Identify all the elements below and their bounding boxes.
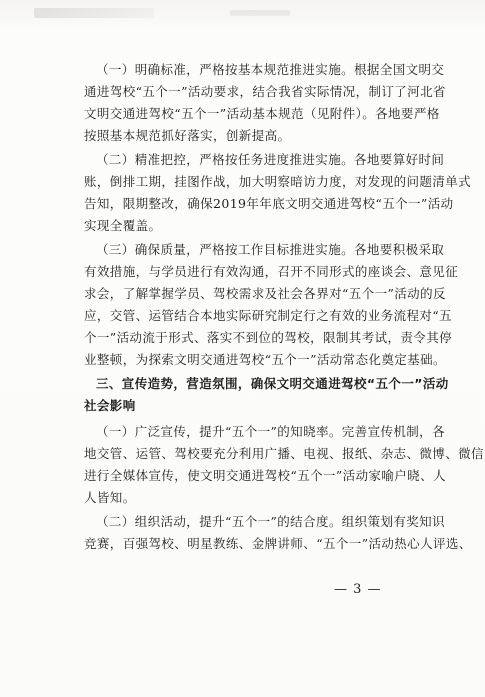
paragraph-3-line-2: 有效措施，与学员进行有效沟通，召开不同形式的座谈会、意见征	[84, 264, 459, 279]
paragraph-1-line-3: 文明交通进驾校“五个一”活动基本规范（见附件）。各地要严格	[84, 106, 440, 121]
paragraph-4-line-3: 进行全媒体宣传，使文明交通进驾校“五个一”活动家喻户晓、人	[84, 468, 446, 483]
paragraph-2-line-3: 告知，限期整改，确保2019年年底文明交通进驾校“五个一”活动	[84, 196, 454, 211]
paragraph-3-line-4: 应，交管、运管结合本地实际研究制定行之有效的业务流程对“五	[84, 308, 452, 323]
section-heading-3-line-2: 社会影响	[84, 398, 136, 413]
paragraph-3-line-5: 个一”活动流于形式、落实不到位的驾校，限制其考试，责令其停	[84, 330, 452, 345]
paragraph-4-line-2: 地交管、运管、驾校要充分利用广播、电视、报纸、杂志、微博、微信	[84, 446, 484, 461]
paragraph-3-line-1: （三）确保质量，严格按工作目标推进实施。各地要积极采取	[96, 242, 445, 257]
paragraph-5-line-1: （二）组织活动，提升“五个一”的结合度。组织策划有奖知识	[96, 514, 445, 529]
page-number: — 3 —	[334, 582, 382, 597]
scan-header-artifact-2	[230, 10, 290, 16]
paragraph-2-line-4: 实现全覆盖。	[84, 218, 162, 233]
paragraph-3-line-3: 求会，了解掌握学员、驾校需求及社会各界对“五个一”活动的反	[84, 286, 446, 301]
paragraph-4-line-4: 人皆知。	[84, 490, 136, 505]
paragraph-3-line-6: 业整顿，为探索文明交通进驾校“五个一”活动常态化奠定基础。	[84, 352, 446, 367]
paragraph-4-line-1: （一）广泛宣传，提升“五个一”的知晓率。完善宣传机制，各	[96, 424, 445, 439]
paragraph-1-line-1: （一）明确标准，严格按基本规范推进实施。根据全国文明交	[96, 62, 445, 77]
paragraph-1-line-2: 通进驾校“五个一”活动要求，结合我省实际情况，制订了河北省	[84, 84, 446, 99]
scan-header-artifact	[34, 8, 154, 18]
paragraph-5-line-2: 竞赛，百强驾校、明星教练、金牌讲师、“五个一”活动热心人评选、	[84, 536, 472, 551]
section-heading-3-line-1: 三、宣传造势，营造氛围，确保文明交通进驾校“五个一”活动	[96, 376, 449, 391]
paragraph-2-line-2: 账，倒排工期，挂图作战，加大明察暗访力度，对发现的问题清单式	[84, 174, 472, 189]
paragraph-1-line-4: 按照基本规范抓好落实，创新提高。	[84, 128, 291, 143]
paragraph-2-line-1: （二）精准把控，严格按任务进度推进实施。各地要算好时间	[96, 152, 445, 167]
